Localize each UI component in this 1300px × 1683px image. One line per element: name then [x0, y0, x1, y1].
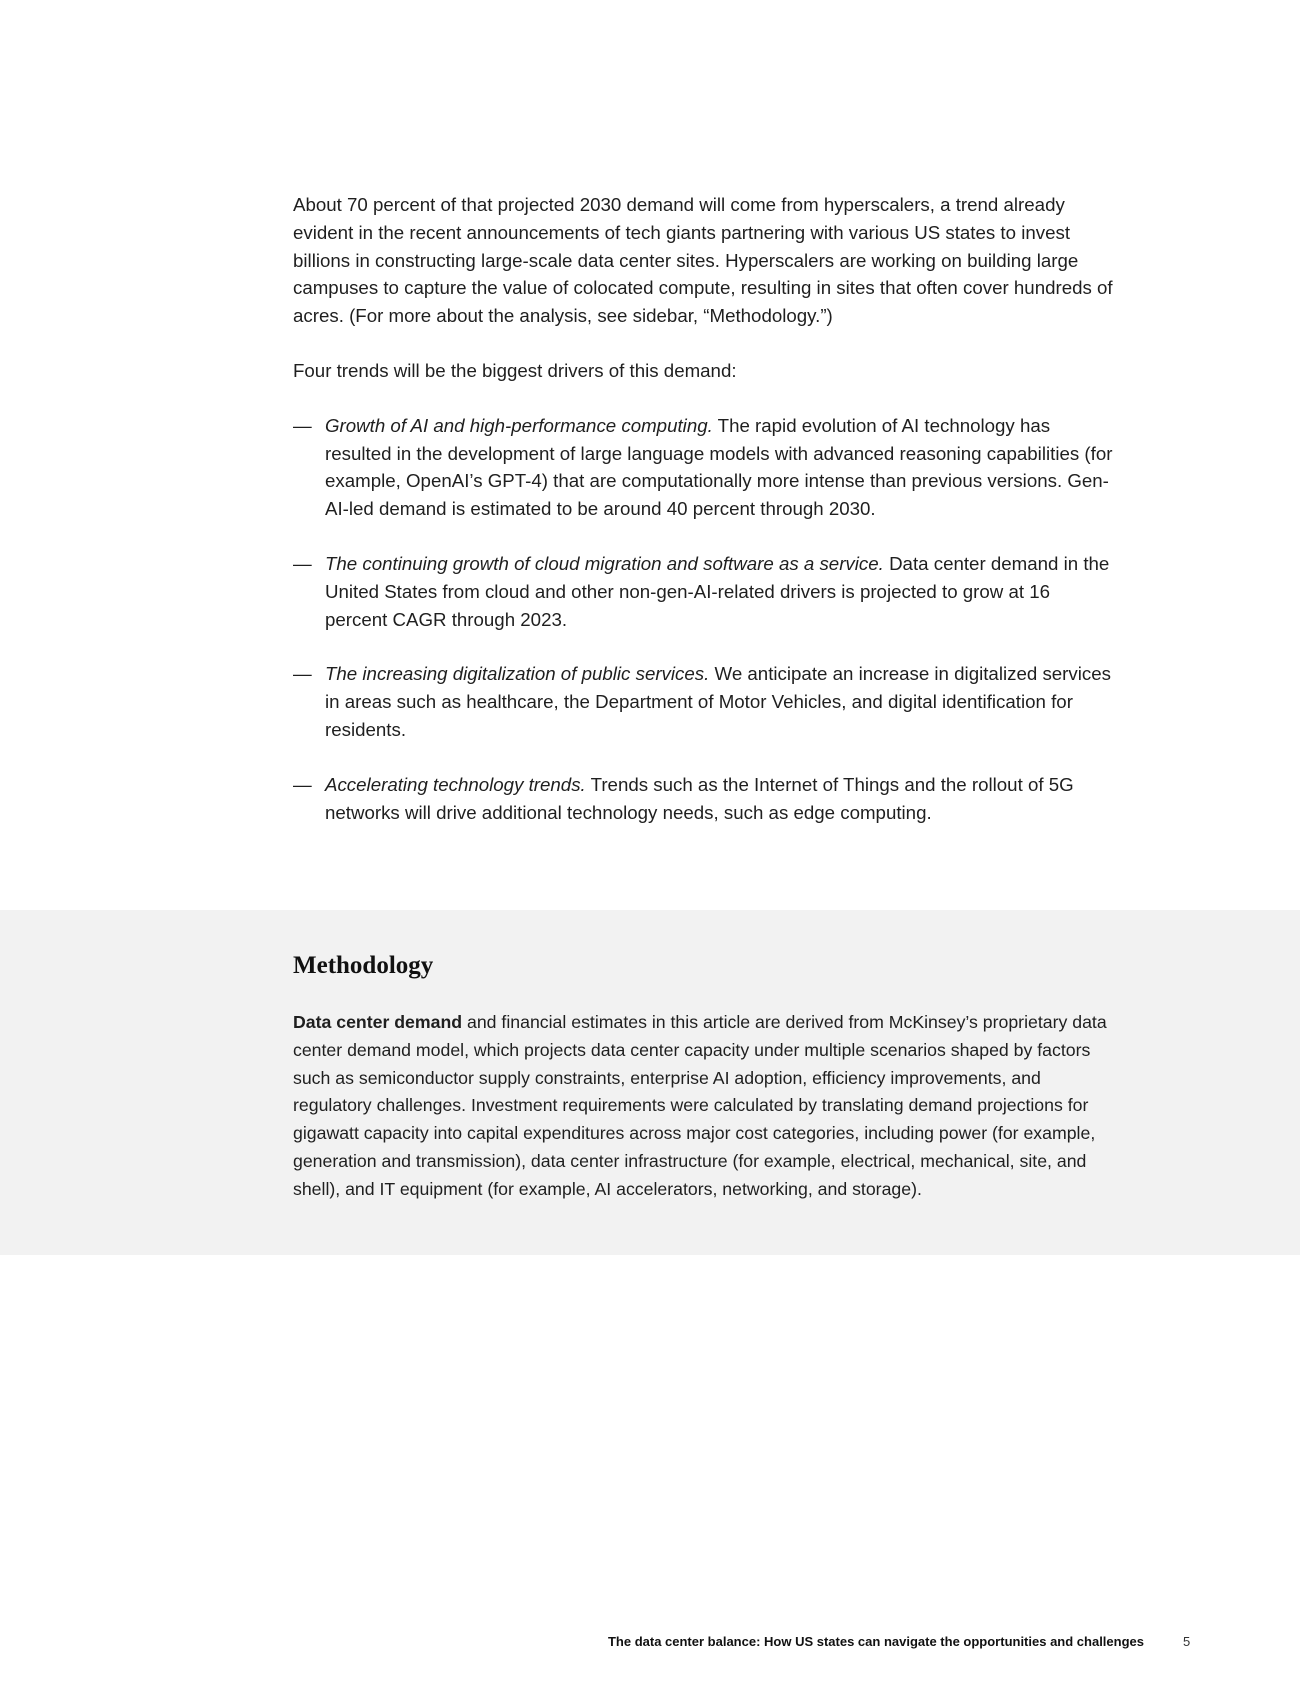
trend-title: Growth of AI and high-performance computing. — [325, 414, 713, 436]
trend-text: The rapid evolution of AI technology has resulted in the development of large language models with advanced reasoning capabilities (for example, OpenAI’s GPT-4) that are computationally more intense than previous versions. Gen-AI-led demand is estimated to be around 40 percent through 2030. — [325, 414, 1113, 520]
trend-title: Accelerating technology trends. — [325, 773, 586, 795]
dash-bullet: — — [293, 414, 312, 436]
article-body — [293, 191, 1113, 853]
trend-item — [293, 550, 1113, 633]
dash-bullet: — — [293, 773, 312, 795]
trend-text: We anticipate an increase in digitalized services in areas such as healthcare, the Department of Motor Vehicles, and digital identification for residents. — [325, 663, 1111, 740]
trends-list — [293, 412, 1113, 827]
footer-title: The data center balance: How US states can navigate the opportunities and challenges — [607, 1634, 1144, 1649]
methodology-sidebar — [0, 910, 1300, 1255]
trend-item — [293, 771, 1113, 827]
trend-title: The continuing growth of cloud migration and software as a service. — [325, 552, 884, 574]
trend-text: Trends such as the Internet of Things and the rollout of 5G networks will drive additional technology needs, such as edge computing. — [325, 773, 1074, 823]
sidebar-body-text: and financial estimates in this article are derived from McKinsey’s proprietary data center demand model, which projects data center capacity under multiple scenarios shaped by factors such as semiconductor supply constraints, enterprise AI adoption, efficiency improvements, and regulatory challenges. Investment requirements were calculated by translating demand projections for gigawatt capacity into capital expenditures across major cost categories, including power (for example, generation and transmission), data center infrastructure (for example, electrical, mechanical, site, and shell), and IT equipment (for example, AI accelerators, networking, and storage). — [293, 1012, 1107, 1199]
dash-bullet: — — [293, 552, 312, 574]
intro-paragraph: About 70 percent of that projected 2030 demand will come from hyperscalers, a trend already evident in the recent announcements of tech giants partnering with various US states to invest billions in constructing large-scale data center sites. Hyperscalers are working on building large campuses to capture the value of colocated compute, resulting in sites that often cover hundreds of acres. (For more about the analysis, see sidebar, “Methodology.”) — [293, 194, 1113, 327]
trend-text: Data center demand in the United States from cloud and other non-gen-AI-related drivers is projected to grow at 16 percent CAGR through 2023. — [325, 552, 1110, 630]
trends-lead-paragraph: Four trends will be the biggest drivers of this demand: — [293, 359, 737, 381]
trend-item — [293, 412, 1113, 523]
trend-title: The increasing digitalization of public services. — [325, 663, 710, 685]
sidebar-lead-bold: Data center demand — [293, 1012, 463, 1032]
trend-item — [293, 660, 1113, 743]
sidebar-body — [293, 1009, 1118, 1204]
page-number: 5 — [1183, 1634, 1191, 1649]
dash-bullet: — — [293, 663, 312, 685]
sidebar-heading: Methodology — [293, 952, 434, 979]
